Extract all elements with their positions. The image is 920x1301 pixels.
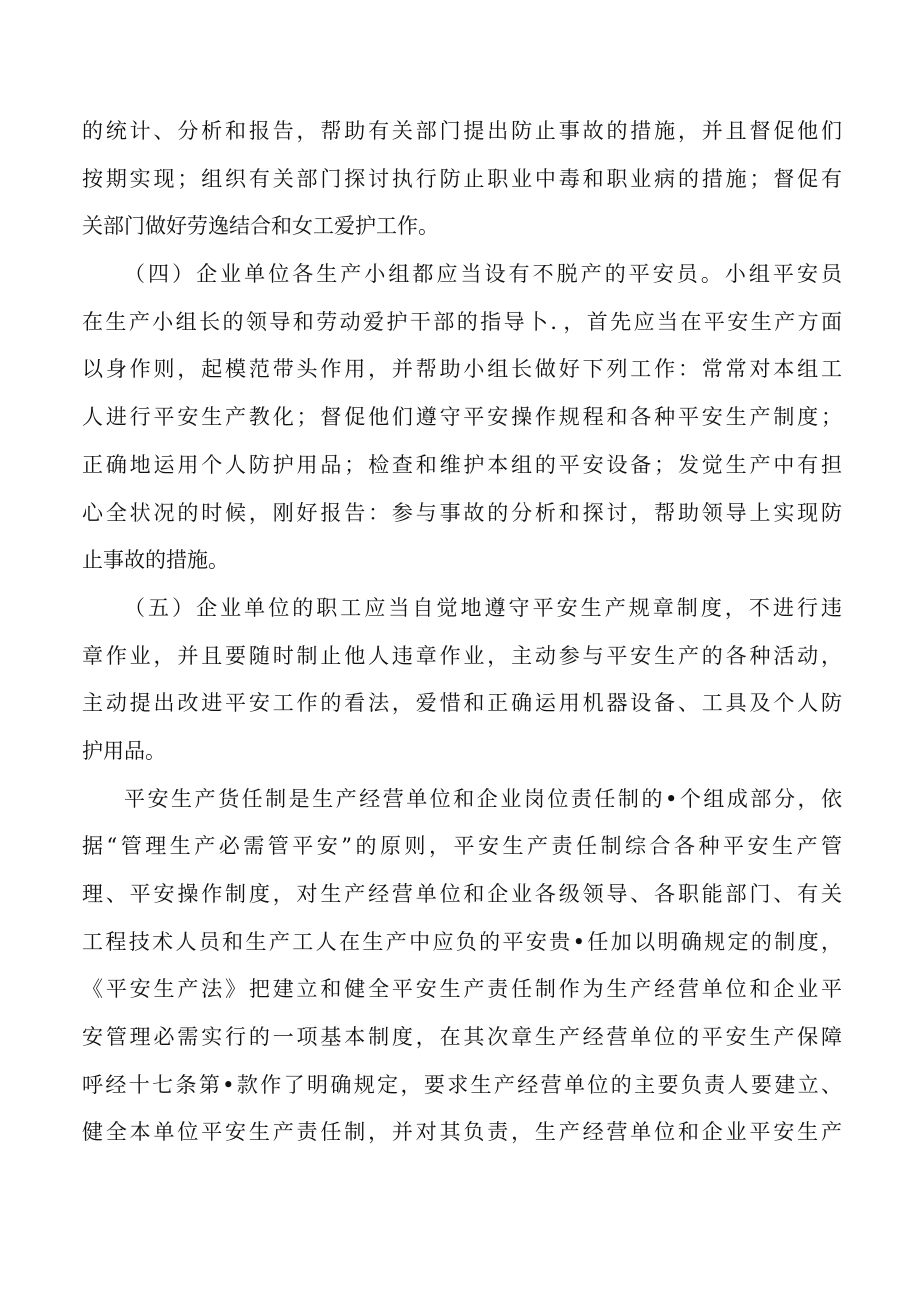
text-line: 在生产小组长的领导和劳动爱护干部的指导卜．，首先应当在平安生产方面: [82, 309, 842, 334]
text-line: 呼经十七条第•款作了明确规定，要求生产经营单位的主要负责人要建立、: [82, 1072, 842, 1097]
text-line: 《平安生产法》把建立和健全平安生产责任制作为生产经营单位和企业平: [82, 977, 842, 1002]
paragraph-start-line: （五）企业单位的职工应当自觉地遵守平安生产规章制度，不进行违: [124, 595, 842, 620]
text-line: 止事故的措施。: [82, 548, 229, 573]
text-line: 安管理必需实行的一项基本制度，在其次章生产经营单位的平安生产保障: [82, 1025, 842, 1050]
text-line: 的统计、分析和报告，帮助有关部门提出防止事故的措施，并且督促他们: [82, 119, 842, 143]
text-line: 据“管理生产必需管平安”的原则，平安生产责任制综合各种平安生产管: [82, 834, 842, 859]
text-line: 理、平安操作制度，对生产经营单位和企业各级领导、各职能部门、有关: [82, 882, 842, 906]
text-line: 以身作则，起模范带头作用，并帮助小组长做好下列工作：常常对本组工: [82, 357, 842, 382]
document-body: [82, 108, 842, 1157]
text-line: 主动提出改进平安工作的看法，爱惜和正确运用机器设备、工具及个人防: [82, 691, 842, 716]
text-line: 护用品。: [82, 738, 166, 763]
text-line: 按期实现；组织有关部门探讨执行防止职业中毒和职业病的措施；督促有: [82, 166, 842, 191]
text-line: 人进行平安生产教化；督促他们遵守平安操作规程和各种平安生产制度；: [82, 405, 842, 430]
text-line: 心全状况的时候，刚好报告：参与事故的分析和探讨，帮助领导上实现防: [82, 500, 842, 525]
text-line: 健全本单位平安生产责任制，并对其负责，生产经营单位和企业平安生产: [82, 1120, 842, 1145]
paragraph-start-line: （四）企业单位各生产小组都应当设有不脱产的平安员。小组平安员: [124, 262, 842, 287]
text-line: 章作业，并且要随时制止他人违章作业，主动参与平安生产的各种活动，: [82, 643, 842, 668]
text-line: 工程技术人员和生产工人在生产中应负的平安贵•任加以明确规定的制度，: [82, 929, 842, 954]
paragraph-start-line: 平安生产货任制是生产经营单位和企业岗位责任制的•个组成部分，依: [124, 786, 842, 811]
text-line: 正确地运用个人防护用品；检查和维护本组的平安设备；发觉生产中有担: [82, 452, 842, 477]
text-line: 关部门做好劳逸结合和女工爱护工作。: [82, 214, 439, 239]
